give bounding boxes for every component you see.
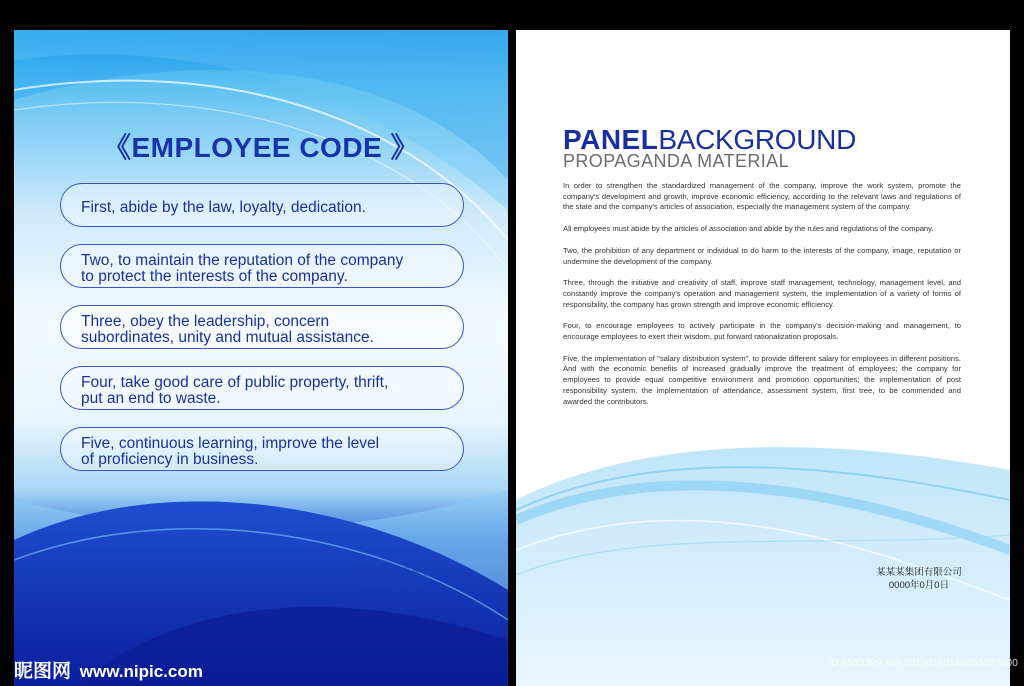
code-item-line: to protect the interests of the company. — [81, 268, 348, 285]
code-item-5 — [60, 427, 464, 471]
code-item-2 — [60, 244, 464, 288]
code-item-3 — [60, 305, 464, 349]
image-id-watermark: ID:8533399 NO:20190110140053067000 — [828, 658, 1018, 669]
code-item-line: put an end to waste. — [81, 390, 221, 407]
site-watermark — [14, 656, 203, 683]
code-item-4 — [60, 366, 464, 410]
paragraph: Four, to encourage employees to actively participate in the company's decision-making and management, to encourage employees to exert their wisdom, put forward rationalization proposals. — [563, 321, 961, 342]
right-company-date: 0000年0月0日 — [888, 580, 950, 591]
employee-code-panel — [14, 30, 508, 686]
code-item-line: Four, take good care of public property, thrift, — [81, 374, 389, 391]
left-company-date: 0000年0月0日 — [362, 580, 430, 592]
code-item-line: of proficiency in business. — [81, 451, 259, 468]
right-company-name: 某某某集团有限公司 — [876, 567, 962, 578]
code-item-line: First, abide by the law, loyalty, dedication. — [81, 199, 366, 216]
paragraph: Three, through the initiative and creativity of staff, improve staff management, technology, management level, and constantly improve the company's operation and management system, the implementation of a variety of forms of responsibility, the company has grown strength and improve economic efficiency. — [563, 278, 961, 309]
site-logo: 昵图网 — [14, 661, 72, 682]
panel-background-page — [516, 30, 1010, 686]
employee-code-title: 《EMPLOYEE CODE 》 — [102, 132, 420, 163]
code-item-line: Two, to maintain the reputation of the company — [81, 252, 404, 269]
paragraph: Five, the implementation of "salary distribution system", to provide different salary for employees in different positions. And with the economic benefits of increased gradually improve the treatment of employees; the company for employees to provide equal competitive environment and promotion opportunities; the implementation of post responsibility system, the implementation of attendance, assessment system, first tree, to be commended and awarded the contributors. — [563, 353, 961, 406]
code-item-line: Five, continuous learning, improve the level — [81, 435, 380, 452]
title-bold: PANEL — [563, 124, 659, 155]
paragraph: All employees must abide by the articles of association and abide by the rules and regulations of the company. — [563, 224, 934, 234]
left-company-name: 某某某集团有限公司 — [348, 566, 444, 578]
body-text — [563, 181, 961, 418]
paragraph: In order to strengthen the standardized management of the company, improve the work system, promote the company's development and growth, improve economic efficiency, according to the relevant laws and regulations of the state and the company's articles of association, especially the management system of the company. — [563, 181, 961, 212]
code-item-line: subordinates, unity and mutual assistance. — [81, 329, 374, 346]
code-item-line: Three, obey the leadership, concern — [81, 313, 330, 330]
site-url: www.nipic.com — [79, 662, 203, 681]
code-item-1 — [60, 183, 464, 227]
paragraph: Two, the prohibition of any department or individual to do harm to the interests of the company, image, reputation or undermine the development of the company. — [563, 245, 961, 266]
title-light: BACKGROUND — [658, 124, 857, 155]
page-subtitle: PROPAGANDA MATERIAL — [563, 151, 789, 171]
